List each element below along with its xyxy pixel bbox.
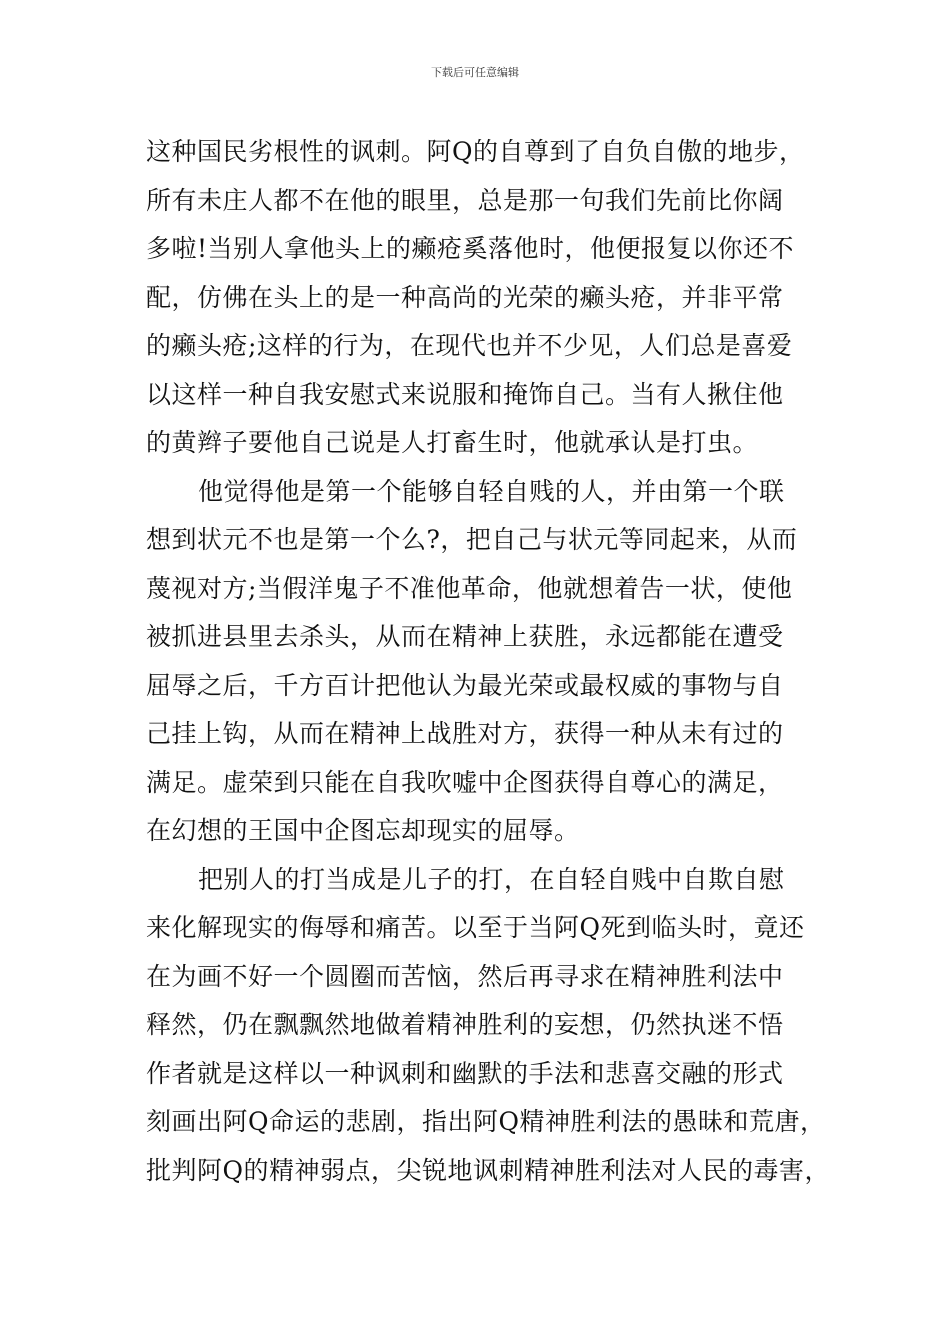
text-line: 的黄辫子要他自己说是人打畜生时，他就承认是打虫。 <box>146 428 759 457</box>
text-line: 的癞头疮;这样的行为，在现代也并不少见，人们总是喜爱 <box>146 331 793 360</box>
text-line: 所有未庄人都不在他的眼里，总是那一句我们先前比你阔 <box>146 185 784 215</box>
text-line: 己挂上钩，从而在精神上战胜对方，获得一种从未有过的 <box>146 719 784 748</box>
text-line: 屈辱之后，千方百计把他认为最光荣或最权威的事物与自 <box>146 670 784 700</box>
body-text <box>146 128 830 1195</box>
text-line: 批判阿Q的精神弱点，尖锐地讽刺精神胜利法对人民的毒害， <box>146 1155 830 1185</box>
text-line: 释然，仍在飘飘然地做着精神胜利的妄想，仍然执迷不悟 <box>146 1010 784 1039</box>
text-line: 满足。虚荣到只能在自我吹嘘中企图获得自尊心的满足， <box>146 767 784 797</box>
text-line: 配，仿佛在头上的是一种高尚的光荣的癞头疮，并非平常 <box>146 282 784 312</box>
paragraph-first-line: 他觉得他是第一个能够自轻自贱的人，并由第一个联 <box>198 476 785 506</box>
text-line: 这种国民劣根性的讽刺。阿Q的自尊到了自负自傲的地步， <box>146 137 805 166</box>
page-header: 下载后可任意编辑 <box>431 66 519 79</box>
text-line: 刻画出阿Q命运的悲剧，指出阿Q精神胜利法的愚昧和荒唐， <box>146 1107 826 1136</box>
text-line: 在幻想的王国中企图忘却现实的屈辱。 <box>146 816 580 845</box>
paragraph-first-line: 把别人的打当成是儿子的打，在自轻自贱中自欺自慰 <box>198 864 785 894</box>
text-line: 多啦!当别人拿他头上的癞疮奚落他时，他便报复以你还不 <box>146 234 795 263</box>
text-line: 在为画不好一个圆圈而苦恼，然后再寻求在精神胜利法中 <box>146 961 784 991</box>
text-line: 以这样一种自我安慰式来说服和掩饰自己。当有人揪住他 <box>146 379 784 409</box>
text-line: 想到状元不也是第一个么?，把自己与状元等同起来，从而 <box>146 525 798 554</box>
text-line: 作者就是这样以一种讽刺和幽默的手法和悲喜交融的形式 <box>146 1058 784 1088</box>
text-line: 蔑视对方;当假洋鬼子不准他革命，他就想着告一状，使他 <box>146 573 793 603</box>
text-line: 来化解现实的侮辱和痛苦。以至于当阿Q死到临头时，竟还 <box>146 913 805 942</box>
text-line: 被抓进县里去杀头，从而在精神上获胜，永远都能在遭受 <box>146 622 784 651</box>
